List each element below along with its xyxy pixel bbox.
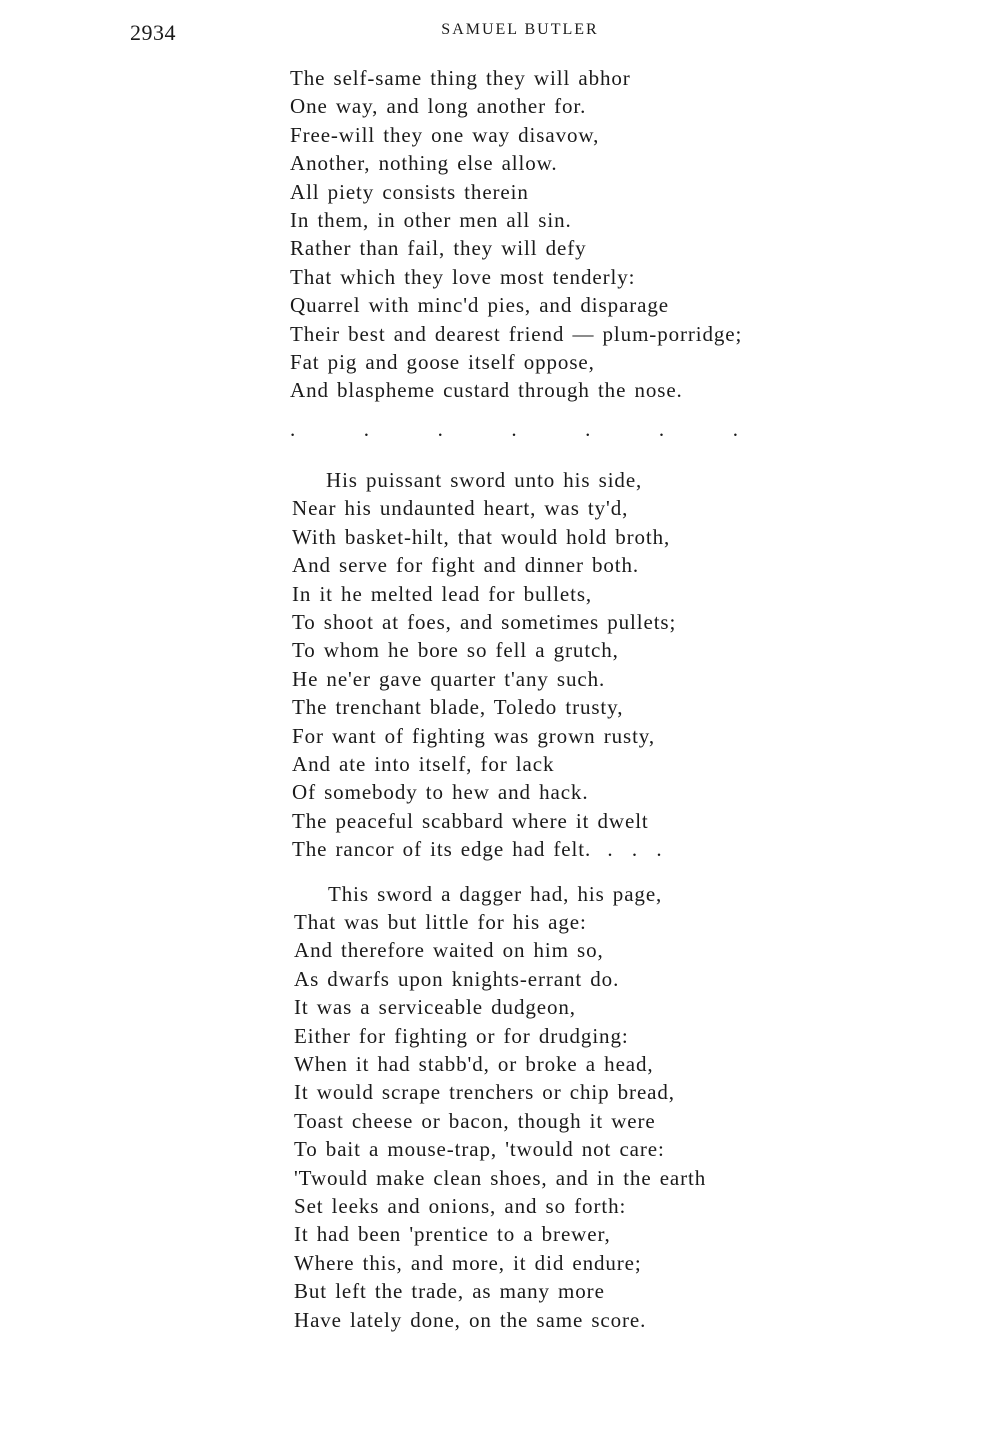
- verse-line: Have lately done, on the same score.: [294, 1307, 647, 1332]
- verse-line: The peaceful scabbard where it dwelt: [292, 808, 649, 833]
- verse-line: To shoot at foes, and sometimes pullets;: [292, 609, 677, 634]
- verse-line: Fat pig and goose itself oppose,: [290, 350, 595, 375]
- verse-line: That which they love most tenderly:: [290, 264, 636, 289]
- verse-line-text: The rancor of its edge had felt.: [292, 837, 592, 862]
- verse-line: Where this, and more, it did endure;: [294, 1250, 642, 1275]
- ellipsis-dot: .: [732, 416, 738, 441]
- ellipsis-dot: .: [363, 416, 370, 441]
- trailing-ellipsis: . . .: [607, 837, 668, 862]
- verse-line: This sword a dagger had, his page,: [328, 881, 663, 906]
- verse-line-last: [292, 835, 850, 863]
- verse-line: The trenchant blade, Toledo trusty,: [292, 695, 624, 720]
- stanza-3: [294, 880, 850, 1335]
- verse-line: In it he melted lead for bullets,: [292, 581, 593, 606]
- verse-line: And serve for fight and dinner both.: [292, 553, 640, 578]
- verse-line: With basket-hilt, that would hold broth,: [292, 524, 671, 549]
- verse-line: Their best and dearest friend — plum-porridge;: [290, 321, 743, 346]
- verse-line: It had been 'prentice to a brewer,: [294, 1222, 611, 1247]
- verse-line: And blaspheme custard through the nose.: [290, 378, 683, 403]
- verse-line: Either for fighting or for drudging:: [294, 1023, 629, 1048]
- ellipsis-dot: .: [658, 416, 665, 441]
- verse-line: Near his undaunted heart, was ty'd,: [292, 496, 629, 521]
- verse-line: It was a serviceable dudgeon,: [294, 995, 576, 1020]
- verse-line: When it had stabb'd, or broke a head,: [294, 1052, 654, 1076]
- stanza-2: [292, 466, 850, 864]
- verse-line: 'Twould make clean shoes, and in the earth: [294, 1165, 707, 1190]
- verse-line: His puissant sword unto his side,: [326, 467, 643, 492]
- ellipsis-divider: [290, 415, 738, 443]
- ellipsis-dot: .: [290, 416, 296, 441]
- verse-line: Of somebody to hew and hack.: [292, 780, 589, 805]
- ellipsis-dot: .: [585, 416, 591, 441]
- verse-line: But left the trade, as many more: [294, 1279, 605, 1304]
- stanza-1: [290, 64, 850, 405]
- poem: [290, 64, 850, 1334]
- verse-line: To whom he bore so fell a grutch,: [292, 638, 619, 663]
- running-head: SAMUEL BUTLER: [441, 21, 599, 38]
- verse-line: Another, nothing else allow.: [290, 151, 558, 176]
- ellipsis-dot: .: [437, 416, 443, 441]
- page-number: 2934: [130, 20, 176, 45]
- verse-line: That was but little for his age:: [294, 909, 587, 934]
- verse-line: Toast cheese or bacon, though it were: [294, 1108, 656, 1133]
- verse-line: All piety consists therein: [290, 179, 529, 204]
- verse-line: He ne'er gave quarter t'any such.: [292, 666, 606, 691]
- verse-line: As dwarfs upon knights-errant do.: [294, 966, 620, 991]
- verse-line: Free-will they one way disavow,: [290, 122, 600, 147]
- verse-line: One way, and long another for.: [290, 94, 587, 119]
- verse-line: The self-same thing they will abhor: [290, 66, 631, 90]
- verse-line: And ate into itself, for lack: [292, 751, 555, 776]
- verse-line: To bait a mouse-trap, 'twould not care:: [294, 1137, 665, 1162]
- verse-line: For want of fighting was grown rusty,: [292, 723, 655, 748]
- verse-line: Rather than fail, they will defy: [290, 236, 587, 261]
- verse-line: Set leeks and onions, and so forth:: [294, 1194, 627, 1219]
- verse-line: Quarrel with minc'd pies, and disparage: [290, 293, 669, 318]
- verse-line: It would scrape trenchers or chip bread,: [294, 1080, 675, 1105]
- verse-line: And therefore waited on him so,: [294, 938, 604, 963]
- verse-line: In them, in other men all sin.: [290, 208, 572, 233]
- ellipsis-dot: .: [511, 416, 517, 441]
